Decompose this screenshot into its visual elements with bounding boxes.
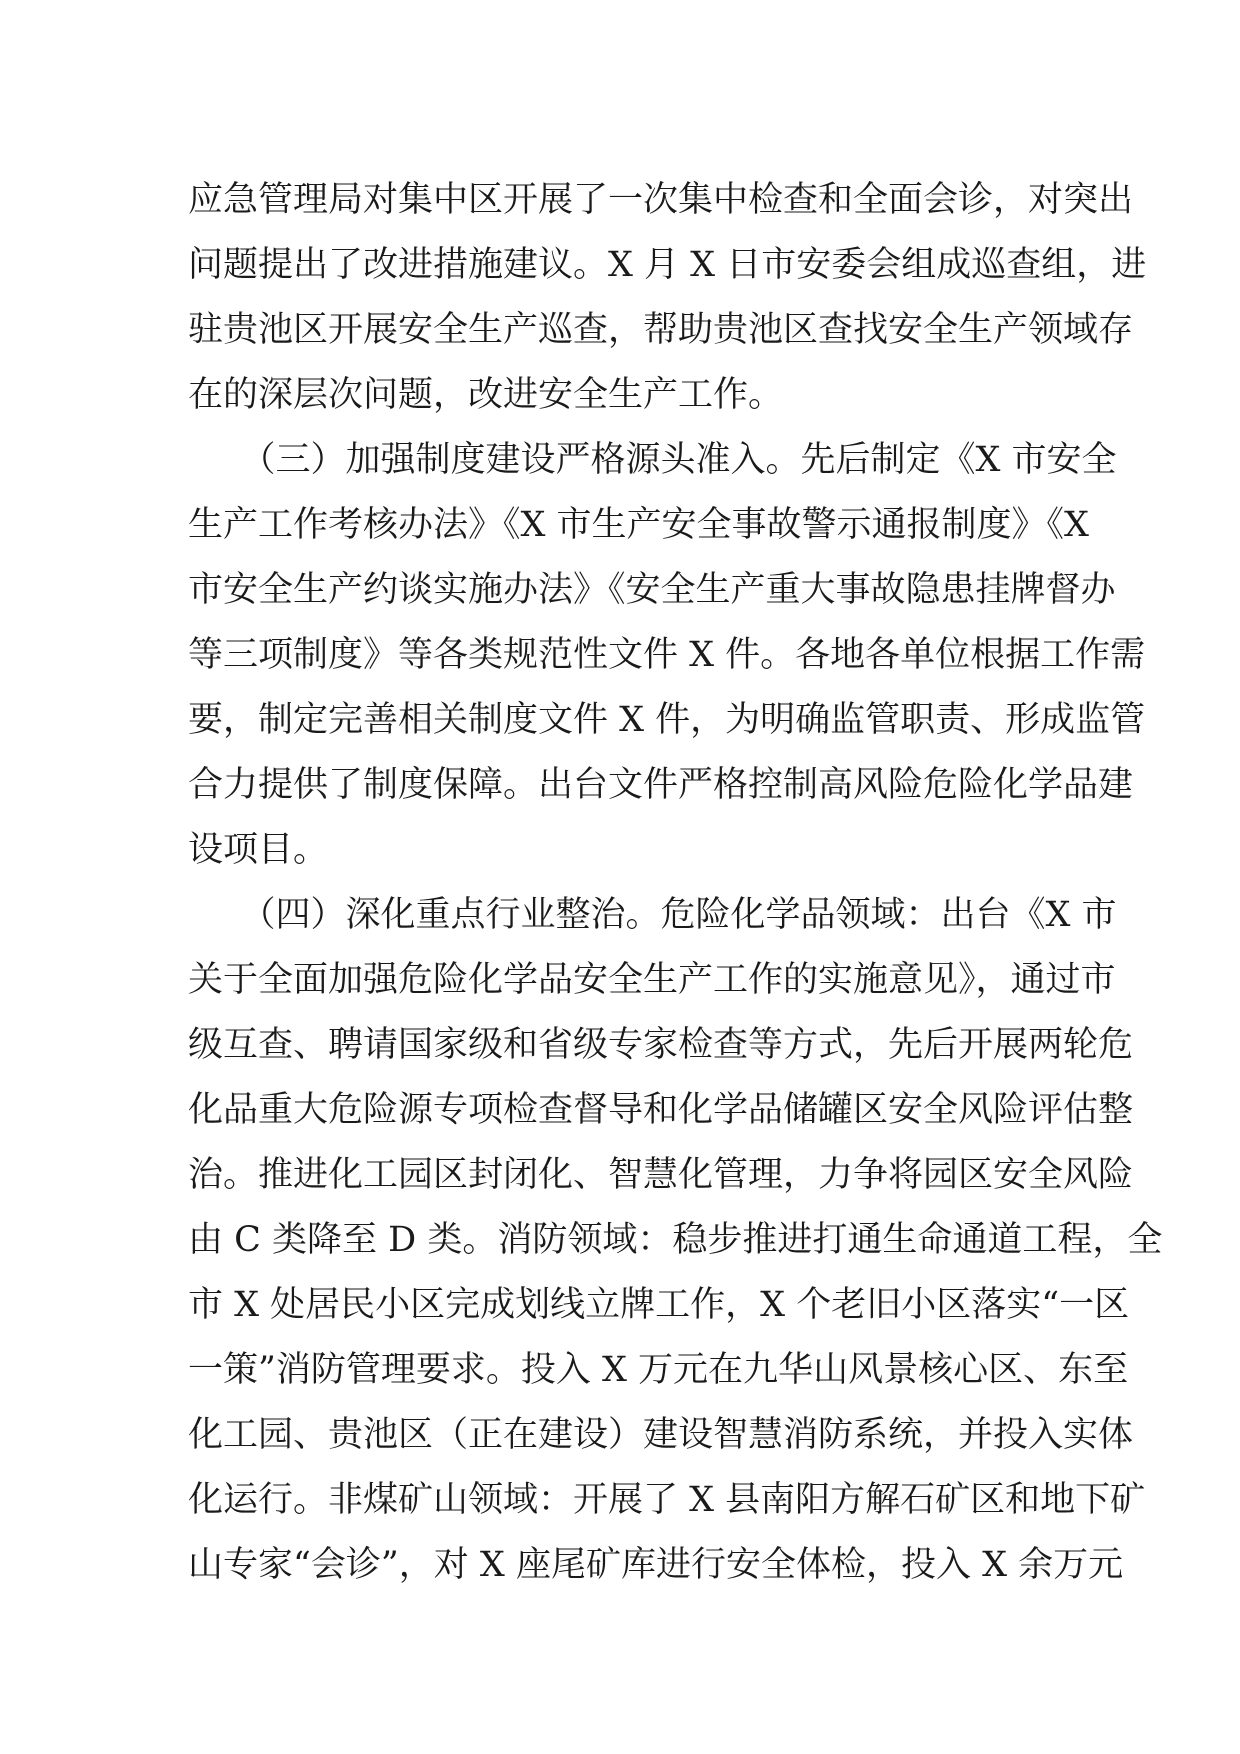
text-line: 等三项制度》等各类规范性文件 X 件。各地各单位根据工作需 xyxy=(188,635,1146,675)
text-line: 级互查、聘请国家级和省级专家检查等方式，先后开展两轮危 xyxy=(188,1025,1134,1065)
text-line: （四）深化重点行业整治。危险化学品领域：出台《X 市 xyxy=(188,895,1117,935)
text-line: 驻贵池区开展安全生产巡查，帮助贵池区查找安全生产领域存 xyxy=(188,310,1134,350)
text-line: 在的深层次问题，改进安全生产工作。 xyxy=(188,375,784,415)
body-text xyxy=(188,168,1163,1598)
text-line: 合力提供了制度保障。出台文件严格控制高风险危险化学品建 xyxy=(188,765,1134,805)
text-line: 市 X 处居民小区完成划线立牌工作，X 个老旧小区落实“一区 xyxy=(188,1285,1130,1325)
text-line: 由 C 类降至 D 类。消防领域：稳步推进打通生命通道工程，全 xyxy=(188,1220,1163,1260)
text-line: 应急管理局对集中区开展了一次集中检查和全面会诊，对突出 xyxy=(188,180,1134,220)
text-line: 化品重大危险源专项检查督导和化学品储罐区安全风险评估整 xyxy=(188,1090,1134,1130)
text-line: （三）加强制度建设严格源头准入。先后制定《X 市安全 xyxy=(188,440,1117,480)
text-line: 一策”消防管理要求。投入 X 万元在九华山风景核心区、东至 xyxy=(188,1350,1129,1390)
text-line: 治。推进化工园区封闭化、智慧化管理，力争将园区安全风险 xyxy=(188,1155,1134,1195)
text-line: 问题提出了改进措施建议。X 月 X 日市安委会组成巡查组，进 xyxy=(188,245,1147,285)
text-line: 关于全面加强危险化学品安全生产工作的实施意见》，通过市 xyxy=(188,960,1116,1000)
text-line: 化工园、贵池区（正在建设）建设智慧消防系统，并投入实体 xyxy=(188,1415,1134,1455)
text-line: 山专家“会诊”，对 X 座尾矿库进行安全体检，投入 X 余万元 xyxy=(188,1545,1124,1585)
text-line: 化运行。非煤矿山领域：开展了 X 县南阳方解石矿区和地下矿 xyxy=(188,1480,1146,1520)
text-line: 设项目。 xyxy=(188,830,329,870)
text-line: 生产工作考核办法》《X 市生产安全事故警示通报制度》《X xyxy=(188,505,1089,545)
text-line: 要，制定完善相关制度文件 X 件，为明确监管职责、形成监管 xyxy=(188,700,1146,740)
text-line: 市安全生产约谈实施办法》《安全生产重大事故隐患挂牌督办 xyxy=(188,570,1116,610)
